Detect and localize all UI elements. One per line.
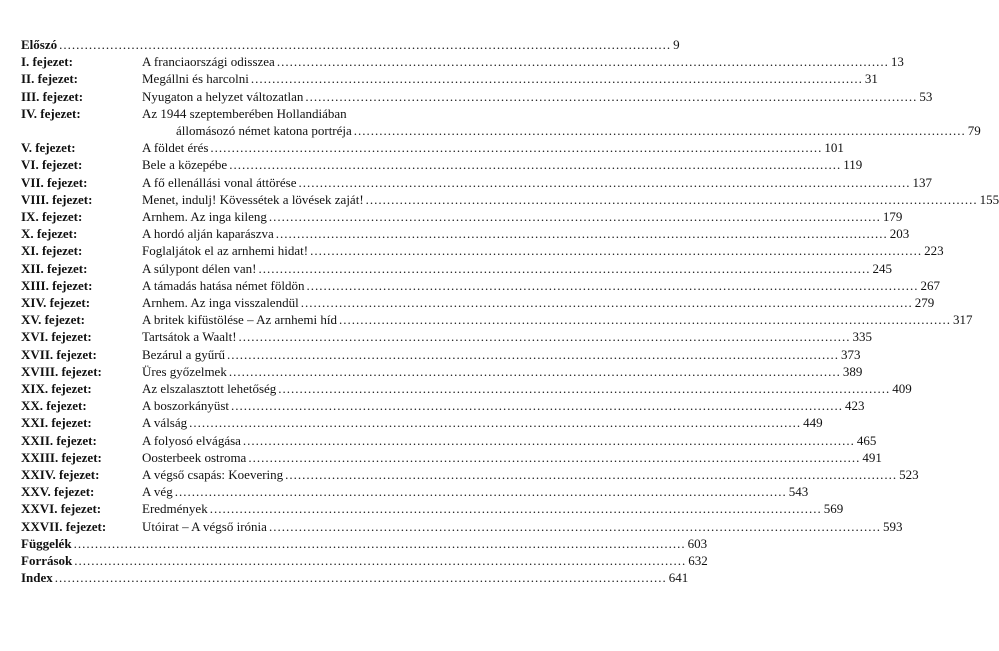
toc-title: Előszó [21,37,58,52]
toc-chapter-label: XX. fejezet: [21,398,87,414]
toc-page-number: 317 [952,312,973,328]
toc-entry [21,208,903,225]
toc-entry [21,260,892,277]
toc-leader-dots [229,156,841,173]
toc-leader-dots [339,311,951,328]
toc-page-number: 279 [914,295,935,311]
toc-title: A britek kifüstölése – Az arnhemi híd [142,312,337,328]
toc-title-block [142,105,981,139]
toc-page-number: 373 [841,346,861,362]
toc-title: Utóirat – A végső irónia [142,518,267,534]
toc-chapter-label: XI. fejezet: [21,243,83,259]
toc-page-number: 543 [788,484,809,500]
toc-chapter-label: XIII. fejezet: [21,277,93,293]
toc-chapter-label: VII. fejezet: [21,174,88,190]
toc-page-number: 223 [924,243,944,259]
toc-leader-dots [269,208,881,225]
toc-chapter-label: IV. fejezet: [21,105,81,121]
toc-entry [21,552,708,569]
toc-title: A végső csapás: Koevering [142,467,284,483]
toc-page-number: 137 [912,174,933,190]
toc-chapter-label: XXII. fejezet: [21,432,97,448]
toc-entry [21,311,973,328]
toc-title: Források [21,553,73,569]
toc-chapter-label: IX. fejezet: [21,209,83,225]
toc-page-number: 245 [872,260,892,276]
toc-chapter-label: XXVII. fejezet: [21,518,107,534]
toc-page-number: 632 [688,553,708,569]
toc-entry [21,346,861,363]
toc-leader-dots [251,70,863,87]
toc-page-number: 203 [889,226,910,242]
toc-page-number: 465 [856,432,877,448]
toc-entry [21,328,873,345]
toc-page-number: 31 [864,71,878,87]
toc-entry [21,36,680,53]
toc-page-number: 101 [824,140,844,156]
toc-leader-dots [210,500,822,517]
toc-page-number: 523 [899,467,919,483]
toc-page-number: 641 [668,570,689,586]
toc-title: Függelék [21,535,72,551]
toc-title: A vég [142,484,173,500]
toc-leader-dots [305,88,917,105]
toc-title: Bezárul a gyűrű [142,346,226,362]
toc-leader-dots [310,242,922,259]
toc-leader-dots [269,518,881,535]
toc-title: A válság [142,415,188,431]
toc-entry [21,277,940,294]
toc-leader-dots [74,552,686,569]
toc-chapter-label: XIX. fejezet: [21,381,92,397]
toc-title: Eredmények [142,501,208,517]
toc-chapter-label: XVIII. fejezet: [21,363,102,379]
toc-page-number: 569 [823,501,844,517]
toc-chapter-label: XII. fejezet: [21,260,88,276]
toc-leader-dots [366,191,978,208]
toc-entry [21,139,844,156]
toc-title-line2: állomásozó német katona portréja [176,123,352,139]
toc-entry [21,483,809,500]
toc-page-number: 155 [979,191,999,207]
toc-entry [21,518,903,535]
toc-chapter-label: XXIII. fejezet: [21,449,102,465]
toc-entry [21,191,999,208]
toc-title: Tartsátok a Waalt! [142,329,237,345]
toc-chapter-label: XXI. fejezet: [21,415,92,431]
toc-page-number: 53 [919,88,933,104]
toc-page-number: 13 [890,54,904,70]
toc-chapter-label: VI. fejezet: [21,157,83,173]
toc-leader-dots [227,346,839,363]
toc-leader-dots [55,569,667,586]
toc-leader-dots [175,483,787,500]
toc-page-number: 603 [687,535,708,551]
toc-entry [21,294,935,311]
toc-leader-dots [189,414,801,431]
toc-title: Üres győzelmek [142,363,227,379]
toc-chapter-label: VIII. fejezet: [21,191,93,207]
toc-title: Bele a közepébe [142,157,228,173]
toc-title: Arnhem. Az inga kileng [142,209,267,225]
toc-chapter-label: XVI. fejezet: [21,329,92,345]
toc-leader-dots [243,432,855,449]
toc-chapter-label: X. fejezet: [21,226,78,242]
toc-title: Menet, indulj! Kövessétek a lövések zaját! [142,191,364,207]
toc-entry [21,70,878,87]
toc-entry [21,449,882,466]
toc-page-number: 267 [920,277,940,293]
toc-leader-dots [306,277,918,294]
toc-leader-dots [299,174,911,191]
toc-entry [21,225,910,242]
toc-chapter-label: III. fejezet: [21,88,84,104]
toc-page-number: 449 [803,415,823,431]
toc-page-number: 335 [852,329,873,345]
toc-title: Oosterbeek ostroma [142,449,247,465]
toc-title: A támadás hatása német földön [142,277,305,293]
toc-chapter-label: XVII. fejezet: [21,346,97,362]
toc-entry [21,414,823,431]
toc-title: Arnhem. Az inga visszalendül [142,295,299,311]
toc-entry [21,363,863,380]
toc-leader-dots [74,535,686,552]
toc-chapter-label: XXIV. fejezet: [21,467,100,483]
toc-title: Az 1944 szeptemberében Hollandiában [142,105,347,121]
toc-page-number: 593 [882,518,903,534]
toc-entry [21,500,844,517]
toc-leader-dots [210,139,822,156]
toc-entry [21,535,708,552]
toc-chapter-label: XIV. fejezet: [21,295,91,311]
toc-page-number: 491 [862,449,882,465]
toc-entry [21,397,865,414]
toc-title: A súlypont délen van! [142,260,257,276]
toc-chapter-label: XXV. fejezet: [21,484,95,500]
toc-chapter-label: XXVI. fejezet: [21,501,102,517]
toc-entry [21,53,904,70]
toc-leader-dots [277,53,889,70]
toc-title: Foglaljátok el az arnhemi hidat! [142,243,309,259]
toc-leader-dots [239,328,851,345]
toc-title: A boszorkányüst [142,398,230,414]
toc-title: A folyosó elvágása [142,432,241,448]
toc-page-number: 389 [842,363,863,379]
toc-entry [21,466,919,483]
toc-page-number: 9 [673,37,680,52]
toc-title: A franciaországi odisszea [142,54,275,70]
toc-leader-dots [276,225,888,242]
toc-leader-dots [248,449,860,466]
toc-title: A földet érés [142,140,209,156]
toc-chapter-label: XV. fejezet: [21,312,85,328]
toc-leader-dots [231,397,843,414]
toc-page-number: 179 [882,209,903,225]
toc-entry [21,569,689,586]
toc-entry [21,380,912,397]
toc-chapter-label: I. fejezet: [21,54,73,70]
toc-title: Index [21,570,53,586]
toc-leader-dots [278,380,890,397]
toc-leader-dots [59,36,671,53]
toc-title: Nyugaton a helyzet változatlan [142,88,304,104]
toc-leader-dots [301,294,913,311]
toc-page-number: 119 [843,157,863,173]
toc-page-number: 79 [967,123,981,139]
toc-entry [21,242,944,259]
toc-leader-dots [258,260,870,277]
toc-title: A fő ellenállási vonal áttörése [142,174,297,190]
toc-entry [21,105,981,139]
toc-leader-dots [285,466,897,483]
toc-chapter-label: II. fejezet: [21,71,79,87]
toc-leader-dots [354,122,966,139]
toc-entry [21,174,933,191]
table-of-contents [21,36,999,586]
toc-entry [21,156,863,173]
toc-title: Az elszalasztott lehetőség [142,381,277,397]
toc-entry [21,88,933,105]
toc-title: A hordó alján kaparászva [142,226,274,242]
toc-page-number: 423 [845,398,865,414]
toc-chapter-label: V. fejezet: [21,140,76,156]
toc-title-continuation [142,122,981,139]
toc-leader-dots [229,363,841,380]
toc-title: Megállni és harcolni [142,71,249,87]
toc-entry [21,432,877,449]
toc-page-number: 409 [892,381,912,397]
